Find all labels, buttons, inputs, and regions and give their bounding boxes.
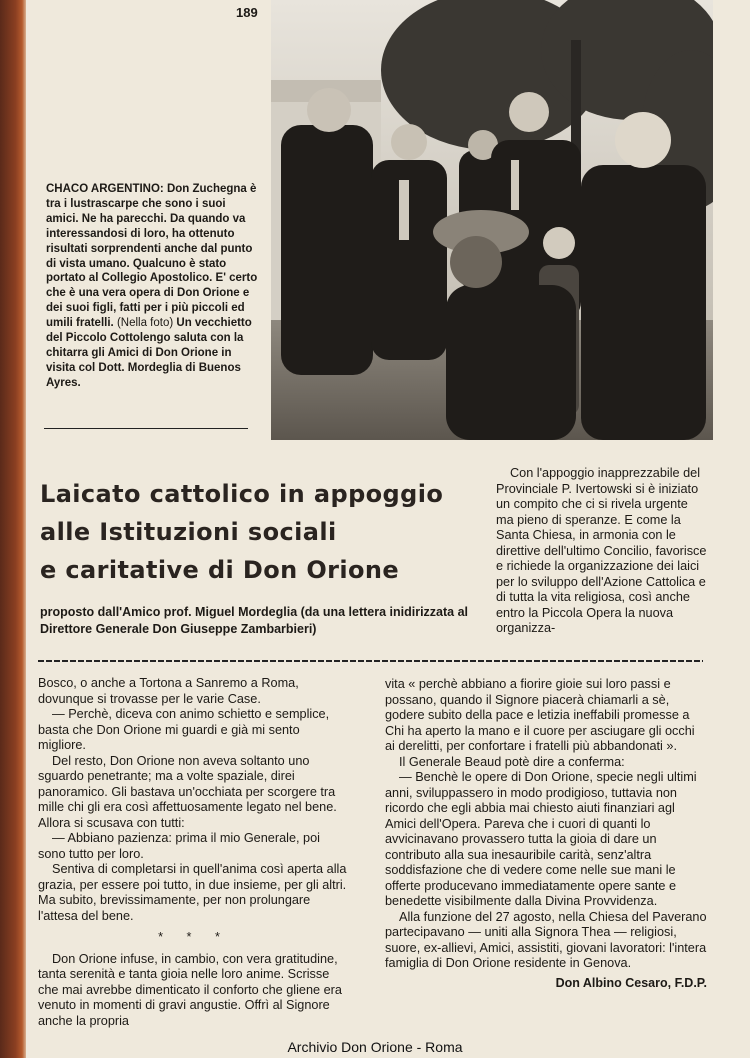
title-line: e caritative di Don Orione <box>40 556 400 584</box>
title-line: Laicato cattolico in appoggio <box>40 480 444 508</box>
paragraph: — Abbiano pazienza: prima il mio Generale, poi sono tutto per loro. <box>38 831 320 861</box>
photo-caption <box>46 182 258 391</box>
paragraph: Sentiva di completarsi in quell'anima così aperta alla grazia, per essere poi tutto, in due insieme, per gli altri. Ma subito, brevissimamente, per non prolungare l'attesa del bene. <box>38 862 347 923</box>
article-signature: Don Albino Cesaro, F.D.P. <box>555 975 707 990</box>
photo-image <box>271 0 713 440</box>
paragraph: — Perchè, diceva con animo schietto e semplice, basta che Don Orione mi guardi e già mi sento migliore. <box>38 707 330 752</box>
article-photo <box>271 0 713 440</box>
paragraph: Il Generale Beaud potè dire a conferma: <box>399 754 625 769</box>
paragraph: Bosco, o anche a Tortona a Sanremo a Roma, dovunque si trovasse per le varie Case. <box>38 676 299 706</box>
article-column-right <box>385 677 707 991</box>
article-column-top <box>496 466 708 637</box>
paragraph: Alla funzione del 27 agosto, nella Chiesa del Paverano partecipavano — uniti alla Signora Thea — religiosi, suore, ex-allievi, Amici, assistiti, giovani lavoratori: l'intera famiglia di Don Orione residente in Genova. <box>385 909 707 970</box>
article-column-left <box>38 676 350 1029</box>
caption-nella-foto: (Nella foto) <box>116 317 174 330</box>
paragraph: Don Orione infuse, in cambio, con vera gratitudine, tanta serenità e tanta gioia nelle loro anime. Scrisse che mai avrebbe dimenticato il conforto che gliene era venuto in momenti di gravi angustie. Offrì al Signore anche la propria <box>38 951 342 1028</box>
section-separator: * * * <box>158 930 230 944</box>
page-number: 189 <box>236 5 258 20</box>
caption-divider <box>44 428 248 429</box>
paragraph: — Benchè le opere di Don Orione, specie negli ultimi anni, sviluppassero in modo prodigioso, tuttavia non ricordo che egli abbia mai chiesto aiuti finanziari agl Amici dell'Opera. Pareva che i cuori di quanti lo avvicinavano provassero tutta la gioia di dare un contributo alla sua inesauribile carità, senz'altra soddisfazione che di vedere come nelle sue mani le offerte producevano immediatamente opere sante e benedette visibilmente dalla Divina Provvidenza. <box>385 770 697 908</box>
article-title <box>40 475 500 589</box>
paragraph: Del resto, Don Orione non aveva soltanto uno sguardo penetrante; ma a volte spaziale, direi panoramico. Gli bastava un'occhiata per scorgere tra mille chi gli era così affettuosamente legato nel bene. Allora si scusava con tutti: <box>38 753 337 830</box>
paragraph: vita « perchè abbiano a fiorire gioie sui loro passi e possano, quando il Signore piacerà chiamarli a sè, godere subito della pace e letizia ineffabili promesse a Chi ha aperto la mano e il cuore per asciugare gli occhi ai derelitti, per confortare i fratelli più abbandonati ». <box>385 677 695 753</box>
book-binding-edge <box>0 0 26 1058</box>
caption-text-2: Un vecchietto del Piccolo Cottolengo saluta con la chitarra gli Amici di Don Orione in visita col Dott. Mordeglia di Buenos Ayres. <box>46 317 252 389</box>
caption-text: Don Zuchegna è tra i lustrascarpe che sono i suoi amici. Ne ha parecchi. Da quando va interessandosi di loro, ha ottenuto risultati sorprendenti anche dal punto di vista umano. Qualcuno è stato portato al Collegio Apostolico. E' certo che è una vera opera di Don Orione e dei suoi figli, fatti per i più piccoli ed umili fratelli. <box>46 183 258 330</box>
title-line: alle Istituzioni sociali <box>40 518 337 546</box>
archive-watermark: Archivio Don Orione - Roma <box>287 1039 463 1055</box>
section-divider <box>38 660 703 662</box>
caption-lead: CHACO ARGENTINO: <box>46 183 164 195</box>
article-byline: proposto dall'Amico prof. Miguel Mordeglia (da una lettera inidirizzata al Direttore Generale Don Giuseppe Zambarbieri) <box>40 605 469 636</box>
paragraph: Con l'appoggio inapprezzabile del Provinciale P. Ivertowski si è iniziato un compito che ci si rivela urgente ma pieno di speranze. E come la Santa Chiesa, in armonia con le direttive dell'ultimo Concilio, favorisce e richiede la organizzazione dei laici per lo sviluppo dell'Azione Cattolica e di tutta la vita religiosa, così anche entro la Piccola Opera la nuova organizza- <box>496 466 707 635</box>
